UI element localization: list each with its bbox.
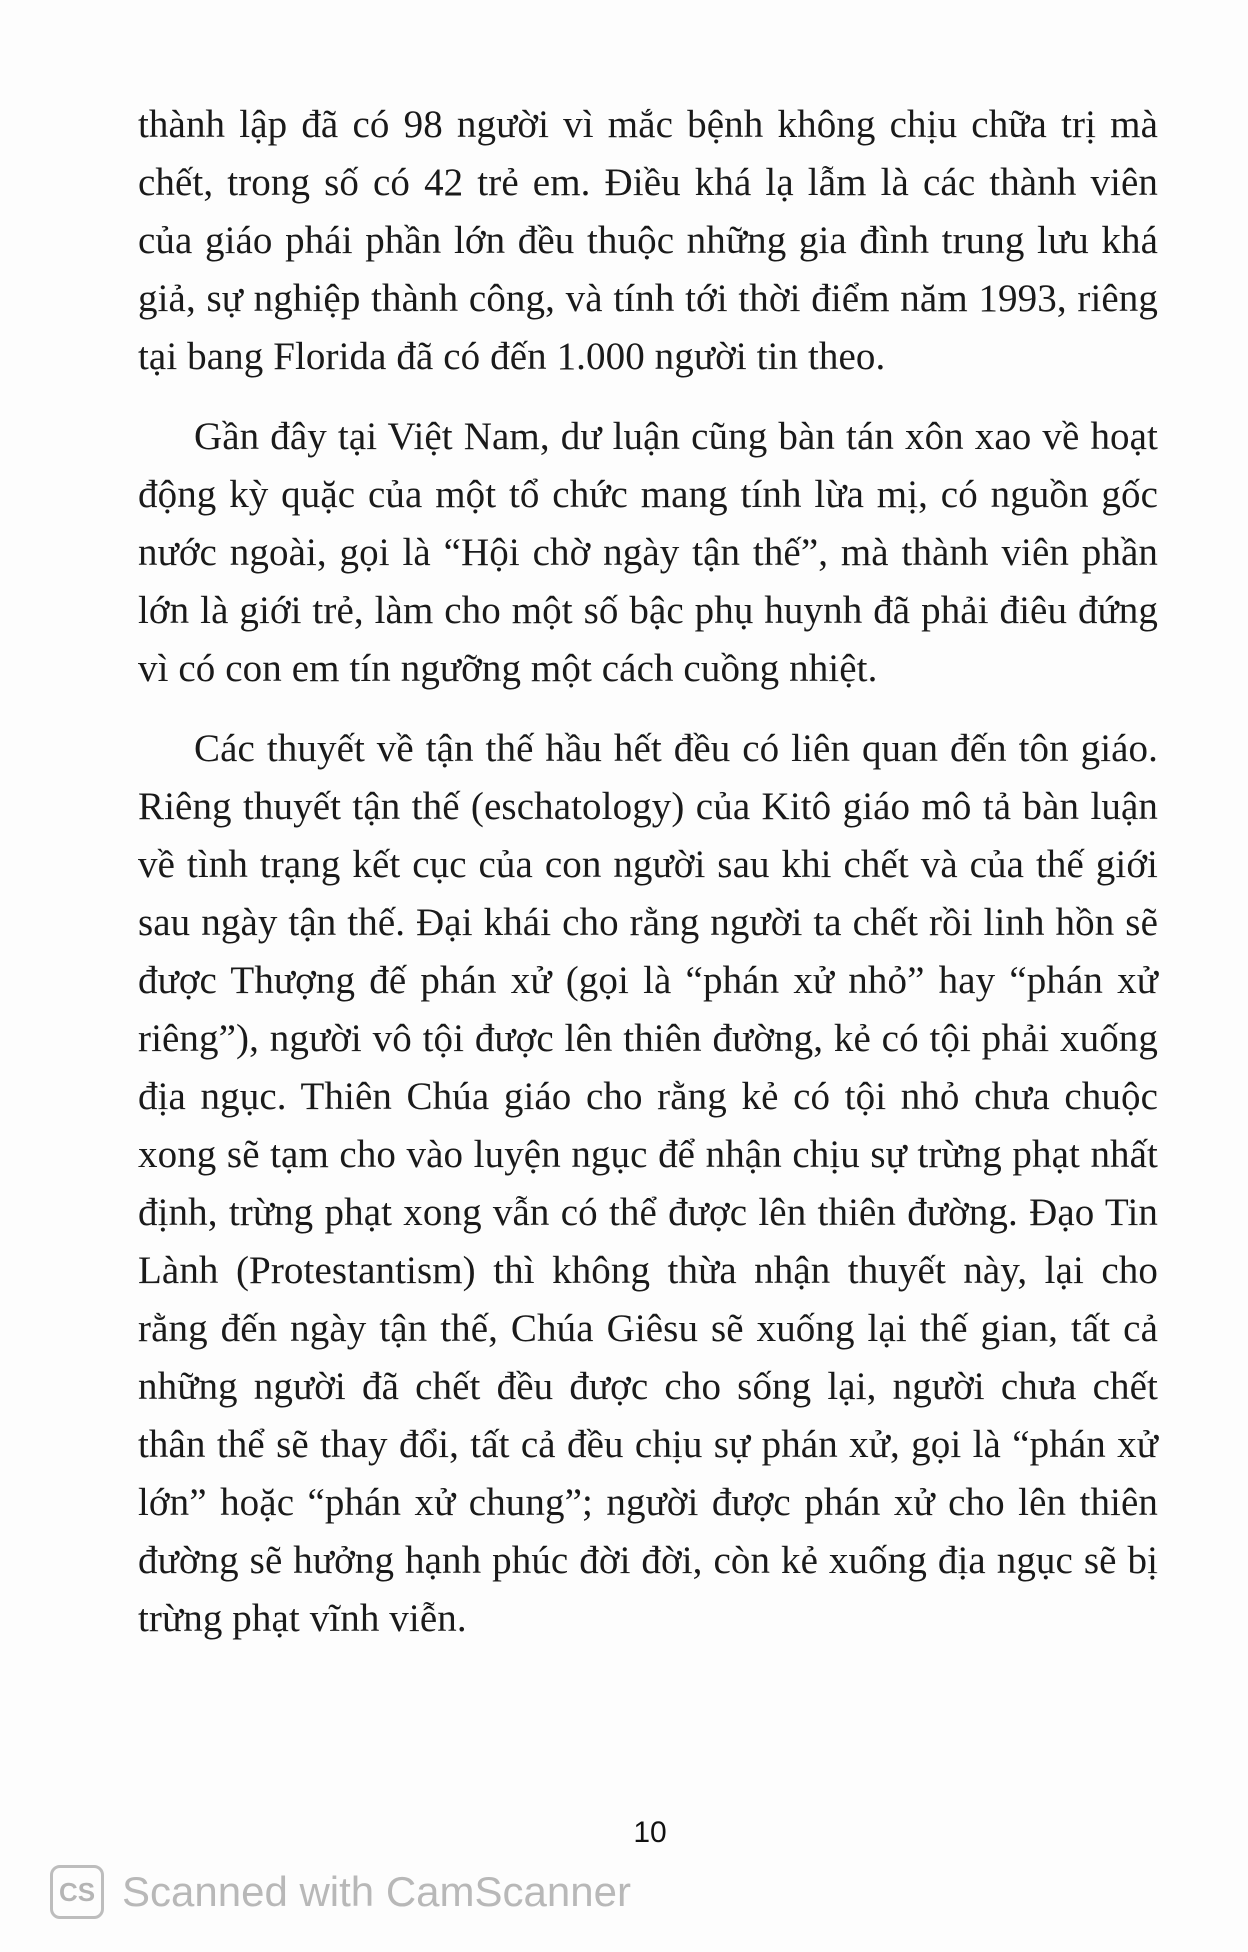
- watermark-text: Scanned with CamScanner: [122, 1868, 631, 1915]
- camscanner-watermark: [50, 1862, 631, 1922]
- body-text: [138, 96, 1158, 1648]
- paragraph-continuation: thành lập đã có 98 người vì mắc bệnh không chịu chữa trị mà chết, trong số có 42 trẻ em. Điều khá lạ lẫm là các thành viên của giáo phái phần lớn đều thuộc những gia đình trung lưu khá giả, sự nghiệp thành công, và tính tới thời điểm năm 1993, riêng tại bang Florida đã có đến 1.000 người tin theo.: [138, 103, 1158, 378]
- page-number: 10: [633, 1816, 667, 1849]
- paragraph-vietnam: Gần đây tại Việt Nam, dư luận cũng bàn tán xôn xao về hoạt động kỳ quặc của một tổ chức mang tính lừa mị, có nguồn gốc nước ngoài, gọi là “Hội chờ ngày tận thế”, mà thành viên phần lớn là giới trẻ, làm cho một số bậc phụ huynh đã phải điêu đứng vì có con em tín ngưỡng một cách cuồng nhiệt.: [138, 415, 1158, 690]
- paragraph-eschatology: Các thuyết về tận thế hầu hết đều có liên quan đến tôn giáo. Riêng thuyết tận thế (eschatology) của Kitô giáo mô tả bàn luận về tình trạng kết cục của con người sau khi chết và của thế giới sau ngày tận thế. Đại khái cho rằng người ta chết rồi linh hồn sẽ được Thượng đế phán xử (gọi là “phán xử nhỏ” hay “phán xử riêng”), người vô tội được lên thiên đường, kẻ có tội phải xuống địa ngục. Thiên Chúa giáo cho rằng kẻ có tội nhỏ chưa chuộc xong sẽ tạm cho vào luyện ngục để nhận chịu sự trừng phạt nhất định, trừng phạt xong vẫn có thể được lên thiên đường. Đạo Tin Lành (Protestantism) thì không thừa nhận thuyết này, lại cho rằng đến ngày tận thế, Chúa Giêsu sẽ xuống lại thế gian, tất cả những người đã chết đều được cho sống lại, người chưa chết thân thể sẽ thay đổi, tất cả đều chịu sự phán xử, gọi là “phán xử lớn” hoặc “phán xử chung”; người được phán xử cho lên thiên đường sẽ hưởng hạnh phúc đời đời, còn kẻ xuống địa ngục sẽ bị trừng phạt vĩnh viễn.: [138, 727, 1158, 1640]
- camscanner-logo-icon: CS: [50, 1865, 104, 1919]
